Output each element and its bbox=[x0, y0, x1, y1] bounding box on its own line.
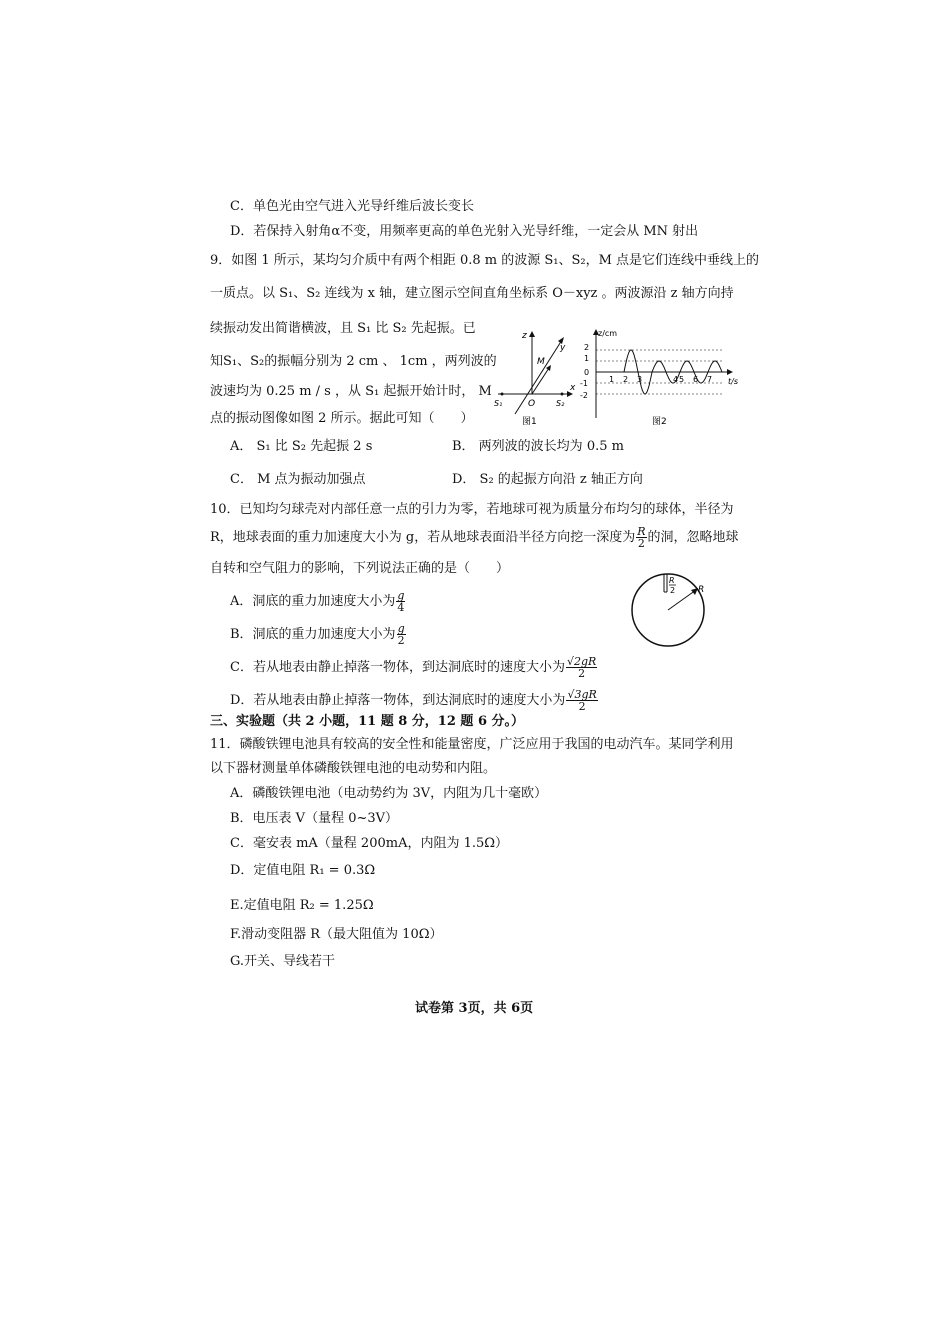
q9-option-a: A． S₁ 比 S₂ 先起振 2 s bbox=[230, 439, 373, 454]
frac-num: R bbox=[637, 525, 646, 538]
frac-den: 2 bbox=[637, 537, 645, 550]
q10-stem-line2-a: R，地球表面的重力加速度大小为 g，若从地球表面沿半径方向挖一深度为 bbox=[210, 530, 636, 545]
q10-stem-line2-b: 的洞，忽略地球 bbox=[647, 530, 739, 545]
q11-item-d: D．定值电阻 R₁ = 0.3Ω bbox=[230, 863, 376, 878]
hole-depth-den: 2 bbox=[670, 586, 676, 595]
fig2-caption: 图2 bbox=[652, 417, 667, 427]
fig1-m-label: M bbox=[537, 357, 545, 367]
q9-option-b: B． 两列波的波长均为 0.5 m bbox=[452, 439, 624, 454]
fig2-xtick-1: 1 bbox=[609, 375, 615, 384]
hole-depth-num: R bbox=[669, 576, 675, 585]
fig2-ytick-neg2: -2 bbox=[580, 391, 588, 400]
q11-item-f: F.滑动变阻器 R（最大阻值为 10Ω） bbox=[230, 927, 443, 942]
q11-item-c: C．毫安表 mA（量程 200mA，内阻为 1.5Ω） bbox=[230, 836, 509, 851]
q10-option-d-fraction bbox=[566, 689, 597, 712]
fig1-caption: 图1 bbox=[522, 417, 537, 427]
frac-den: 2 bbox=[578, 667, 586, 680]
fig2-ytick-neg1: -1 bbox=[580, 379, 588, 388]
q11-stem-line1: 11．磷酸铁锂电池具有较高的安全性和能量密度，广泛应用于我国的电动汽车。某同学利用 bbox=[210, 737, 734, 752]
q8-option-c: C．单色光由空气进入光导纤维后波长变长 bbox=[230, 199, 474, 214]
q11-item-g: G.开关、导线若干 bbox=[230, 954, 336, 969]
q9-option-d: D． S₂ 的起振方向沿 z 轴正方向 bbox=[452, 472, 643, 487]
q10-option-c-fraction bbox=[566, 656, 597, 679]
q8-option-d: D．若保持入射角α不变，用频率更高的单色光射入光导纤维，一定会从 MN 射出 bbox=[230, 224, 699, 239]
q11-item-b: B．电压表 V（量程 0~3V） bbox=[230, 811, 399, 826]
radius-arrow bbox=[691, 588, 698, 595]
q9-stem-line6: 点的振动图像如图 2 所示。据此可知（ ） bbox=[210, 411, 474, 426]
fig2-xtick-3: 3 bbox=[637, 375, 643, 384]
radius-label: R bbox=[698, 585, 705, 595]
q9-option-c: C． M 点为振动加强点 bbox=[230, 472, 366, 487]
frac-den: 4 bbox=[397, 601, 405, 614]
q10-stem-line2 bbox=[210, 526, 739, 549]
q11-stem-line2: 以下器材测量单体磷酸铁锂电池的电动势和内阻。 bbox=[210, 761, 497, 776]
frac-num: √3gR bbox=[567, 688, 597, 701]
q10-stem-line1: 10．已知均匀球壳对内部任意一点的引力为零，若地球可视为质量分布均匀的球体，半径为 bbox=[210, 502, 734, 517]
q10-stem-line3: 自转和空气阻力的影响，下列说法正确的是（ ） bbox=[210, 561, 510, 576]
fig2-xtick-7: 7 bbox=[707, 375, 713, 384]
q9-stem-line2: 一质点。以 S₁、S₂ 连线为 x 轴，建立图示空间直角坐标系 O－xyz 。两波源沿 z 轴方向持 bbox=[210, 286, 734, 301]
fig2-ytick-0: 0 bbox=[584, 368, 590, 377]
q10-option-d bbox=[230, 689, 599, 712]
q9-stem-line3: 续振动发出简谐横波，且 S₁ 比 S₂ 先起振。已 bbox=[210, 321, 476, 336]
q10-option-a bbox=[230, 590, 406, 613]
q10-option-c-text: C．若从地表由静止掉落一物体，到达洞底时的速度大小为 bbox=[230, 660, 565, 675]
q9-figure-2 bbox=[578, 326, 748, 430]
fig2-ytick-1: 1 bbox=[584, 354, 590, 363]
frac-num: g bbox=[397, 589, 405, 602]
q10-depth-fraction bbox=[636, 526, 646, 549]
frac-den: 2 bbox=[578, 700, 586, 713]
q10-option-a-fraction bbox=[396, 590, 405, 613]
q10-earth-figure bbox=[622, 570, 722, 652]
frac-num: √2gR bbox=[566, 655, 597, 668]
q9-stem-line4: 知S₁、S₂的振幅分别为 2 cm 、 1cm ，两列波的 bbox=[210, 354, 497, 369]
fig2-xtick-2: 2 bbox=[623, 375, 629, 384]
fig2-xtick-6: 6 bbox=[693, 375, 699, 384]
frac-den: 2 bbox=[397, 634, 405, 647]
q10-option-b-text: B．洞底的重力加速度大小为 bbox=[230, 627, 396, 642]
q11-item-e: E.定值电阻 R₂ = 1.25Ω bbox=[230, 898, 374, 913]
fig1-s1-label: S₁ bbox=[494, 399, 503, 408]
fig1-o-label: O bbox=[528, 399, 536, 409]
q9-stem-line5: 波速均为 0.25 m / s ，从 S₁ 起振开始计时， M bbox=[210, 384, 492, 399]
q9-stem-line1: 9．如图 1 所示，某均匀介质中有两个相距 0.8 m 的波源 S₁、S₂，M 点是它们连线中垂线上的 bbox=[210, 253, 760, 268]
fig1-y-label: y bbox=[560, 343, 566, 353]
page-footer: 试卷第 3页，共 6页 bbox=[415, 1001, 534, 1016]
section-3-heading: 三、实验题（共 2 小题，11 题 8 分，12 题 6 分。） bbox=[210, 714, 525, 729]
fig2-xtick-4: 4 bbox=[673, 375, 679, 384]
fig2-ylabel: z/cm bbox=[598, 329, 618, 338]
q10-option-a-text: A．洞底的重力加速度大小为 bbox=[230, 594, 396, 609]
fig2-ytick-2: 2 bbox=[584, 343, 590, 352]
fig2-xtick-5: 5 bbox=[679, 375, 685, 384]
frac-num: g bbox=[397, 622, 405, 635]
fig1-x-label: x bbox=[570, 383, 576, 393]
fig2-xlabel: t/s bbox=[728, 377, 738, 386]
q9-figure-1 bbox=[490, 326, 580, 430]
q10-option-b bbox=[230, 623, 407, 646]
q10-option-d-text: D．若从地表由静止掉落一物体，到达洞底时的速度大小为 bbox=[230, 693, 566, 708]
fig1-z-label: z bbox=[522, 331, 527, 341]
fig1-s2-label: S₂ bbox=[556, 399, 565, 408]
q11-item-a: A．磷酸铁锂电池（电动势约为 3V，内阻为几十毫欧） bbox=[230, 786, 548, 801]
q10-option-c bbox=[230, 656, 598, 679]
q10-option-b-fraction bbox=[397, 623, 406, 646]
